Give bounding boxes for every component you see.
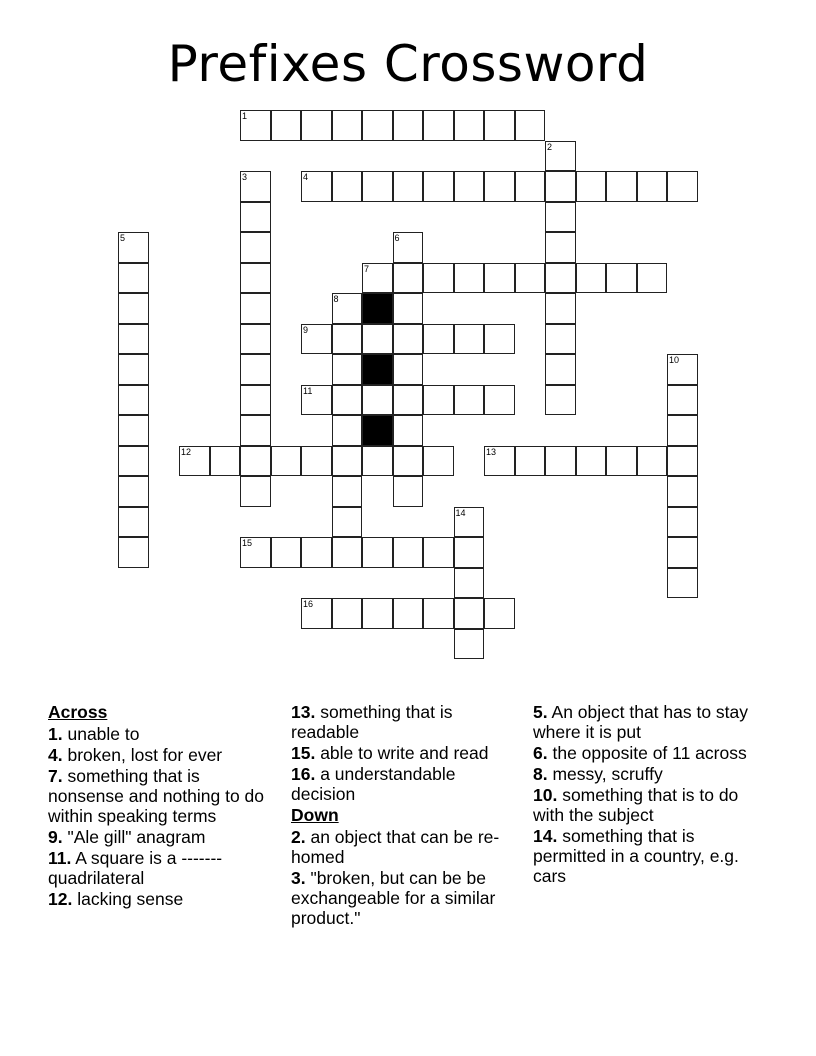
grid-cell[interactable]	[515, 446, 546, 477]
grid-cell[interactable]	[332, 324, 363, 355]
clue-item	[48, 766, 280, 826]
grid-cell[interactable]	[545, 385, 576, 416]
grid-cell[interactable]	[240, 110, 271, 141]
grid-cell[interactable]	[576, 263, 607, 294]
clue-item-text: something that is to do with the subject	[533, 785, 739, 825]
grid-cell[interactable]	[240, 385, 271, 416]
grid-cell[interactable]	[423, 537, 454, 568]
grid-cell[interactable]	[545, 232, 576, 263]
grid-cell[interactable]	[454, 110, 485, 141]
grid-cell[interactable]	[393, 537, 424, 568]
grid-cell[interactable]	[545, 324, 576, 355]
black-cell	[362, 415, 393, 446]
grid-cell[interactable]	[240, 324, 271, 355]
clue-item-number: 15.	[291, 743, 316, 763]
clue-item-number: 9.	[48, 827, 63, 847]
grid-cell[interactable]	[210, 446, 241, 477]
clue-number: 12	[181, 446, 192, 457]
grid-cell[interactable]	[393, 476, 424, 507]
grid-cell[interactable]	[454, 568, 485, 599]
grid-cell[interactable]	[606, 446, 637, 477]
clue-item-text: a understandable decision	[291, 764, 456, 804]
grid-cell[interactable]	[118, 507, 149, 538]
grid-cell[interactable]	[515, 263, 546, 294]
clue-item-number: 13.	[291, 702, 316, 722]
clue-item-number: 14.	[533, 826, 558, 846]
grid-cell[interactable]	[393, 324, 424, 355]
grid-cell[interactable]	[240, 537, 271, 568]
grid-cell[interactable]	[423, 171, 454, 202]
clue-number: 3	[242, 172, 248, 182]
clue-item-text: messy, scruffy	[552, 764, 663, 784]
grid-cell[interactable]	[484, 385, 515, 416]
grid-cell[interactable]	[454, 324, 485, 355]
grid-cell[interactable]	[118, 476, 149, 507]
grid-cell[interactable]	[667, 568, 698, 599]
grid-cell[interactable]	[271, 110, 302, 141]
grid-cell[interactable]	[332, 476, 363, 507]
clue-item	[48, 724, 280, 744]
clue-column-3	[533, 702, 763, 887]
grid-cell[interactable]	[362, 324, 393, 355]
clue-number: 15	[242, 538, 253, 548]
grid-cell[interactable]	[362, 263, 393, 294]
grid-cell[interactable]	[393, 171, 424, 202]
grid-cell[interactable]	[332, 415, 363, 446]
grid-cell[interactable]	[576, 171, 607, 202]
grid-cell[interactable]	[423, 263, 454, 294]
grid-cell[interactable]	[637, 171, 668, 202]
grid-cell[interactable]	[362, 110, 393, 141]
grid-cell[interactable]	[667, 476, 698, 507]
grid-cell[interactable]	[576, 446, 607, 477]
grid-cell[interactable]	[393, 385, 424, 416]
grid-cell[interactable]	[454, 263, 485, 294]
grid-cell[interactable]	[484, 324, 515, 355]
grid-cell[interactable]	[393, 293, 424, 324]
clue-item	[48, 827, 280, 847]
grid-cell[interactable]	[240, 202, 271, 233]
clue-item	[48, 745, 280, 765]
grid-cell[interactable]	[301, 537, 332, 568]
black-cell	[362, 354, 393, 385]
grid-cell[interactable]	[545, 446, 576, 477]
clue-item-text: A square is a ------- quadrilateral	[48, 848, 223, 888]
grid-cell[interactable]	[423, 446, 454, 477]
grid-cell[interactable]	[393, 232, 424, 263]
grid-cell[interactable]	[454, 629, 485, 660]
clue-number: 14	[455, 507, 466, 518]
clue-item-text: something that is permitted in a country, e.g. cars	[533, 826, 739, 886]
grid-cell[interactable]	[332, 598, 363, 629]
clue-item	[48, 848, 280, 888]
grid-cell[interactable]	[393, 446, 424, 477]
grid-cell[interactable]	[240, 293, 271, 324]
grid-cell[interactable]	[179, 446, 210, 477]
grid-cell[interactable]	[637, 446, 668, 477]
clue-item-number: 3.	[291, 868, 306, 888]
grid-cell[interactable]	[301, 110, 332, 141]
clue-number: 11	[303, 385, 313, 396]
clue-item-number: 11.	[48, 848, 72, 868]
clue-item-number: 16.	[291, 764, 316, 784]
clue-item-text: something that is readable	[291, 702, 453, 742]
grid-cell[interactable]	[118, 232, 149, 263]
clue-item-text: an object that can be re-homed	[291, 827, 500, 867]
grid-cell[interactable]	[332, 507, 363, 538]
grid-cell[interactable]	[637, 263, 668, 294]
clue-number: 8	[333, 294, 339, 304]
grid-cell[interactable]	[423, 110, 454, 141]
clue-item-number: 6.	[533, 743, 548, 763]
grid-cell[interactable]	[484, 171, 515, 202]
grid-cell[interactable]	[362, 537, 393, 568]
grid-cell[interactable]	[240, 171, 271, 202]
grid-cell[interactable]	[240, 446, 271, 477]
clue-number: 2	[547, 141, 553, 152]
grid-cell[interactable]	[454, 537, 485, 568]
clue-column-1	[48, 702, 280, 910]
grid-cell[interactable]	[332, 354, 363, 385]
grid-cell[interactable]	[545, 171, 576, 202]
grid-cell[interactable]	[484, 446, 515, 477]
grid-cell[interactable]	[515, 171, 546, 202]
clue-number: 5	[120, 233, 126, 243]
grid-cell[interactable]	[118, 263, 149, 294]
grid-cell[interactable]	[240, 354, 271, 385]
clue-column-2	[291, 702, 521, 929]
page-title: Prefixes Crossword	[167, 35, 649, 93]
grid-cell[interactable]	[393, 598, 424, 629]
clue-item-number: 10.	[533, 785, 558, 805]
clue-item-text: "broken, but can be be exchangeable for a similar product."	[291, 868, 496, 928]
grid-cell[interactable]	[423, 385, 454, 416]
clue-item-text: lacking sense	[77, 889, 184, 909]
grid-cell[interactable]	[393, 110, 424, 141]
grid-cell[interactable]	[545, 141, 576, 172]
clue-item-text: something that is nonsense and nothing to do within speaking terms	[48, 766, 265, 826]
grid-cell[interactable]	[271, 446, 302, 477]
grid-cell[interactable]	[118, 537, 149, 568]
grid-cell[interactable]	[667, 507, 698, 538]
clue-item-number: 4.	[48, 745, 63, 765]
grid-cell[interactable]	[301, 446, 332, 477]
grid-cell[interactable]	[301, 324, 332, 355]
grid-cell[interactable]	[667, 385, 698, 416]
clue-item	[533, 826, 763, 886]
across-heading: Across	[48, 702, 108, 722]
clue-item-number: 2.	[291, 827, 306, 847]
grid-cell[interactable]	[271, 537, 302, 568]
grid-cell[interactable]	[118, 385, 149, 416]
grid-cell[interactable]	[118, 446, 149, 477]
clue-number: 7	[364, 263, 370, 274]
grid-cell[interactable]	[454, 598, 485, 629]
grid-cell[interactable]	[362, 446, 393, 477]
clue-item	[291, 827, 521, 867]
clue-item	[291, 743, 521, 763]
clue-item	[533, 702, 763, 742]
clue-number: 4	[303, 172, 309, 182]
grid-cell[interactable]	[606, 171, 637, 202]
clue-item	[533, 743, 763, 763]
clue-item-number: 5.	[533, 702, 548, 722]
grid-cell[interactable]	[301, 171, 332, 202]
grid-cell[interactable]	[332, 110, 363, 141]
grid-cell[interactable]	[667, 446, 698, 477]
grid-cell[interactable]	[240, 232, 271, 263]
clue-item-text: broken, lost for ever	[67, 745, 223, 765]
grid-cell[interactable]	[332, 446, 363, 477]
grid-cell[interactable]	[362, 598, 393, 629]
grid-cell[interactable]	[301, 385, 332, 416]
clue-item-text: "Ale gill" anagram	[67, 827, 206, 847]
grid-cell[interactable]	[667, 354, 698, 385]
grid-cell[interactable]	[393, 415, 424, 446]
grid-cell[interactable]	[667, 415, 698, 446]
grid-cell[interactable]	[423, 598, 454, 629]
clue-item-number: 1.	[48, 724, 63, 744]
grid-cell[interactable]	[118, 415, 149, 446]
grid-cell[interactable]	[545, 293, 576, 324]
grid-cell[interactable]	[667, 171, 698, 202]
grid-cell[interactable]	[545, 263, 576, 294]
grid-cell[interactable]	[362, 385, 393, 416]
grid-cell[interactable]	[454, 171, 485, 202]
grid-cell[interactable]	[393, 354, 424, 385]
grid-cell[interactable]	[484, 263, 515, 294]
grid-cell[interactable]	[240, 263, 271, 294]
grid-cell[interactable]	[606, 263, 637, 294]
clue-item-text: An object that has to stay where it is put	[533, 702, 749, 742]
clue-item	[291, 868, 521, 928]
clue-item-text: the opposite of 11 across	[552, 743, 747, 763]
clue-number: 13	[486, 446, 497, 457]
grid-cell[interactable]	[515, 110, 546, 141]
grid-cell[interactable]	[454, 507, 485, 538]
grid-cell[interactable]	[332, 537, 363, 568]
clue-item-number: 7.	[48, 766, 63, 786]
grid-cell[interactable]	[667, 537, 698, 568]
grid-cell[interactable]	[118, 324, 149, 355]
clue-number: 6	[394, 233, 400, 243]
down-heading: Down	[291, 805, 339, 825]
clue-item	[291, 702, 521, 742]
grid-cell[interactable]	[332, 293, 363, 324]
grid-cell[interactable]	[545, 202, 576, 233]
clue-item	[48, 889, 280, 909]
clue-number: 10	[669, 355, 680, 365]
grid-cell[interactable]	[118, 354, 149, 385]
grid-cell[interactable]	[484, 598, 515, 629]
clue-number: 16	[303, 599, 314, 609]
grid-cell[interactable]	[332, 385, 363, 416]
grid-cell[interactable]	[240, 476, 271, 507]
clue-item	[533, 785, 763, 825]
clue-item	[533, 764, 763, 784]
clue-item-text: able to write and read	[320, 743, 489, 763]
grid-cell[interactable]	[118, 293, 149, 324]
clue-item-number: 12.	[48, 889, 73, 909]
clue-item	[291, 764, 521, 804]
grid-cell[interactable]	[484, 110, 515, 141]
grid-cell[interactable]	[362, 171, 393, 202]
clue-number: 9	[303, 324, 309, 335]
grid-cell[interactable]	[545, 354, 576, 385]
clue-item-number: 8.	[533, 764, 548, 784]
grid-cell[interactable]	[454, 385, 485, 416]
grid-cell[interactable]	[240, 415, 271, 446]
grid-cell[interactable]	[332, 171, 363, 202]
clue-number: 1	[242, 111, 248, 121]
clue-item-text: unable to	[67, 724, 140, 744]
black-cell	[362, 293, 393, 324]
grid-cell[interactable]	[393, 263, 424, 294]
grid-cell[interactable]	[423, 324, 454, 355]
grid-cell[interactable]	[301, 598, 332, 629]
